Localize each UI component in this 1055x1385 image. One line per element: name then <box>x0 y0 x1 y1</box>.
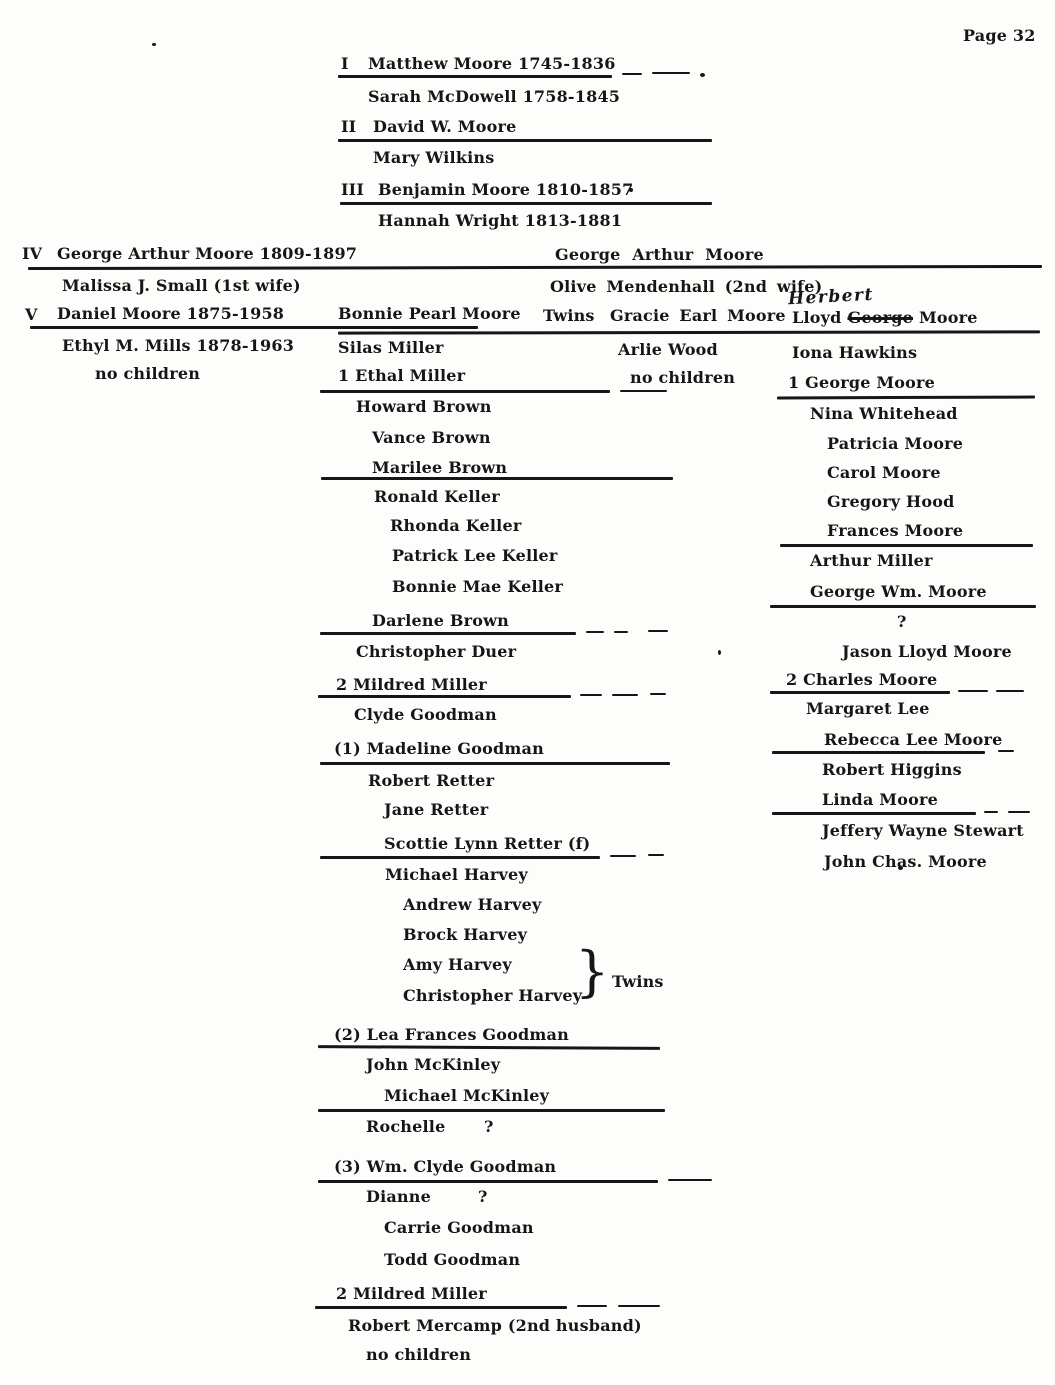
bonnie-child-line: (1) Madeline Goodman <box>334 739 544 758</box>
rule-dash <box>648 854 664 856</box>
gen4-first-wife: Malissa J. Small (1st wife) <box>62 276 301 295</box>
handwritten-herbert-annotation: Herbert <box>787 284 875 310</box>
rule <box>770 691 950 694</box>
bonnie-child-line: Amy Harvey <box>403 955 512 974</box>
lloyd-child-line: Robert Higgins <box>822 760 962 779</box>
bonnie-child-line: Carrie Goodman <box>384 1218 534 1237</box>
rule <box>338 75 612 78</box>
bonnie-child-line: Christopher Duer <box>356 642 517 661</box>
gen2-spouse: Mary Wilkins <box>373 148 495 167</box>
twins-label-top: Twins <box>543 306 595 325</box>
bonnie-child-line: 1 Ethal Miller <box>338 366 466 385</box>
bonnie-child-line: Rhonda Keller <box>390 516 522 535</box>
page-number: Page 32 <box>963 26 1036 45</box>
rule <box>340 202 712 205</box>
rule-dash <box>618 1305 660 1307</box>
rule <box>318 1045 660 1050</box>
rule <box>318 1180 658 1183</box>
rule <box>772 812 976 815</box>
rule-dash <box>620 390 667 392</box>
rule-dash <box>958 690 988 692</box>
lloyd-child-line: Jason Lloyd Moore <box>842 642 1012 661</box>
lloyd-child-line: Arthur Miller <box>810 551 933 570</box>
gen2-numeral: II <box>341 117 357 136</box>
rule <box>28 265 1042 270</box>
lloyd-child-line: Rebecca Lee Moore <box>824 730 1003 749</box>
child-gracie-earl-moore: Gracie Earl Moore <box>610 306 786 325</box>
lloyd-child-line: Carol Moore <box>827 463 941 482</box>
bonnie-child-line: Dianne <box>366 1187 431 1206</box>
lloyd-first-name: Lloyd <box>792 308 842 327</box>
rule-dash <box>668 1179 712 1181</box>
rule <box>30 326 478 329</box>
gen5-numeral: V <box>25 305 38 324</box>
gen5-no-children-note: no children <box>95 364 201 383</box>
gen3-name: Benjamin Moore 1810-1857 <box>378 180 634 199</box>
twins-label-bottom: Twins <box>612 972 664 991</box>
rule <box>770 605 1036 608</box>
rule <box>320 856 600 859</box>
bonnie-child-line: Vance Brown <box>372 428 491 447</box>
lloyd-child-line: Gregory Hood <box>827 492 955 511</box>
lloyd-child-line: John Chas. Moore <box>824 852 987 871</box>
rule-dash <box>622 73 642 75</box>
lloyd-last-name: Moore <box>919 308 978 327</box>
rule <box>338 330 1040 334</box>
gen2-name: David W. Moore <box>373 117 517 136</box>
bonnie-child-line: Patrick Lee Keller <box>392 546 558 565</box>
scan-mark <box>718 650 721 655</box>
lloyd-child-line: 1 George Moore <box>788 373 936 392</box>
gen4-name: George Arthur Moore 1809-1897 <box>57 244 358 263</box>
rule-dash <box>580 694 602 696</box>
gracie-spouse: Arlie Wood <box>618 340 718 359</box>
unknown-spouse-mark: ? <box>897 612 907 631</box>
rule <box>321 477 673 480</box>
lloyd-child-line: Nina Whitehead <box>810 404 958 423</box>
rule-dash <box>996 690 1024 692</box>
lloyd-child-line: Frances Moore <box>827 521 964 540</box>
bonnie-child-line: Bonnie Mae Keller <box>392 577 564 596</box>
rule-dash <box>577 1305 607 1307</box>
bonnie-child-line: 2 Mildred Miller <box>336 1284 487 1303</box>
rule <box>318 1109 665 1112</box>
lloyd-child-line: Margaret Lee <box>806 699 930 718</box>
bonnie-child-line: Todd Goodman <box>384 1250 521 1269</box>
bonnie-child-line: Howard Brown <box>356 397 492 416</box>
bonnie-no-children-note: no children <box>366 1345 472 1364</box>
bonnie-child-line: Clyde Goodman <box>354 705 497 724</box>
rule-dash <box>614 631 628 633</box>
lloyd-child-line: Patricia Moore <box>827 434 964 453</box>
rule <box>777 396 1035 400</box>
bonnie-child-line: Brock Harvey <box>403 925 528 944</box>
gen1-name: Matthew Moore 1745-1836 <box>368 54 616 73</box>
gen1-numeral: I <box>341 54 349 73</box>
gen5-name: Daniel Moore 1875-1958 <box>57 304 285 323</box>
rule <box>772 751 985 754</box>
scan-mark <box>152 43 156 46</box>
rule <box>318 695 571 698</box>
rule-dash <box>1008 811 1030 813</box>
rule <box>338 139 712 142</box>
child-bonnie-pearl-moore: Bonnie Pearl Moore <box>338 304 521 323</box>
rule-dash <box>610 855 636 857</box>
rule <box>315 1306 567 1309</box>
bonnie-child-line: Jane Retter <box>384 800 489 819</box>
lloyd-child-line: Jeffery Wayne Stewart <box>822 821 1024 840</box>
gen5-spouse: Ethyl M. Mills 1878-1963 <box>62 336 295 355</box>
bonnie-child-line: Scottie Lynn Retter (f) <box>384 834 591 853</box>
rule <box>780 544 1033 547</box>
child-lloyd-george-moore <box>792 309 978 327</box>
rule <box>320 762 670 765</box>
bonnie-child-line: Michael Harvey <box>385 865 528 884</box>
rule-dash <box>650 693 666 695</box>
lloyd-spouse: Iona Hawkins <box>792 343 918 362</box>
bonnie-child-line: Darlene Brown <box>372 611 509 630</box>
bonnie-child-line: Marilee Brown <box>372 458 508 477</box>
bonnie-child-line: Andrew Harvey <box>403 895 542 914</box>
gen3-numeral: III <box>341 180 365 199</box>
bonnie-child-line: Robert Retter <box>368 771 495 790</box>
rule-dash <box>984 811 998 813</box>
gen4-second-wife: Olive Mendenhall (2nd wife) <box>550 277 823 296</box>
bonnie-child-line: (3) Wm. Clyde Goodman <box>334 1157 557 1176</box>
bonnie-child-line: Ronald Keller <box>374 487 500 506</box>
unknown-spouse-mark: ? <box>478 1187 488 1206</box>
rule-dash <box>652 72 690 74</box>
rule <box>320 390 610 393</box>
rule-dash <box>648 630 668 632</box>
twins-brace: } <box>575 940 610 1003</box>
lloyd-child-line: Linda Moore <box>822 790 938 809</box>
rule-dash <box>998 750 1014 752</box>
rule-dash <box>612 694 638 696</box>
bonnie-child-line: (2) Lea Frances Goodman <box>334 1025 569 1044</box>
rule <box>320 632 576 635</box>
bonnie-child-line: John McKinley <box>366 1055 501 1074</box>
rule-dash <box>586 631 604 633</box>
lloyd-struck-middle-name: George <box>847 308 913 327</box>
lloyd-child-line: George Wm. Moore <box>810 582 987 601</box>
bonnie-spouse: Silas Miller <box>338 338 444 357</box>
bonnie-child-line: Michael McKinley <box>384 1086 550 1105</box>
rule-dot <box>700 73 705 77</box>
unknown-spouse-mark: ? <box>484 1117 494 1136</box>
gen4-name-repeat: George Arthur Moore <box>555 245 764 264</box>
bonnie-child-line: Robert Mercamp (2nd husband) <box>348 1316 642 1335</box>
gracie-no-children-note: no children <box>630 368 736 387</box>
gen4-numeral: IV <box>22 244 43 263</box>
lloyd-child-line: 2 Charles Moore <box>786 670 938 689</box>
gen1-spouse: Sarah McDowell 1758-1845 <box>368 87 621 106</box>
bonnie-child-line: Rochelle <box>366 1117 446 1136</box>
bonnie-child-line: 2 Mildred Miller <box>336 675 487 694</box>
bonnie-child-line: Christopher Harvey <box>403 986 583 1005</box>
gen3-spouse: Hannah Wright 1813-1881 <box>378 211 623 230</box>
